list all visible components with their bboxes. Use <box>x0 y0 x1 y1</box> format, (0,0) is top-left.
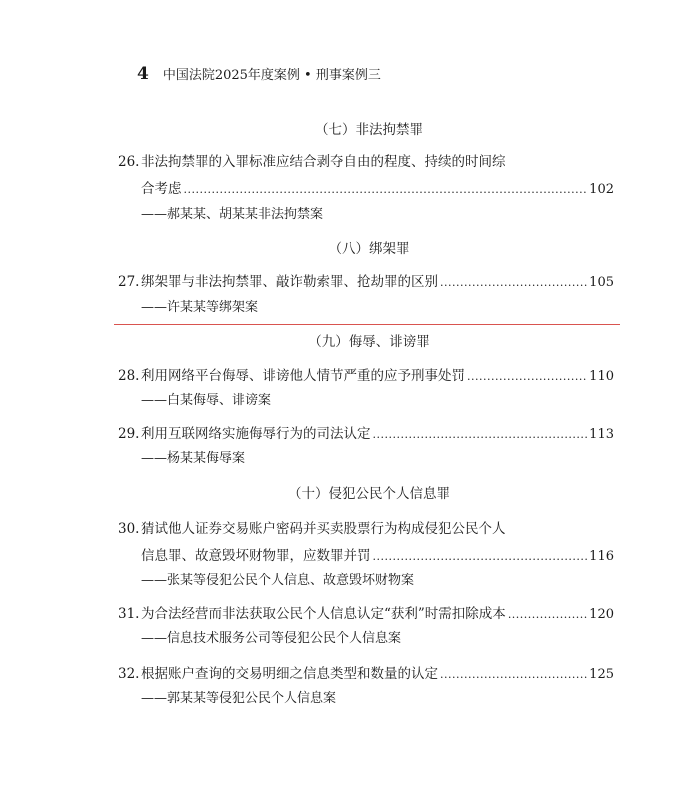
entry-page-number: 113 <box>589 427 614 442</box>
dot-leader <box>373 550 588 563</box>
entry-page-number: 120 <box>589 607 614 622</box>
toc-entry-29[interactable] <box>118 422 614 442</box>
toc-entry-26[interactable] <box>118 150 614 170</box>
case-name: ——杨某某侮辱案 <box>141 451 246 466</box>
running-title: 中国法院2025年度案例 • 刑事案例三 <box>162 68 381 83</box>
case-name: ——郭某某等侵犯公民个人信息案 <box>141 691 337 706</box>
dot-leader <box>467 370 587 383</box>
entry-page-number: 116 <box>589 549 614 564</box>
dot-leader <box>373 428 588 441</box>
toc-entry-31[interactable] <box>118 602 614 622</box>
case-name: ——郝某某、胡某某非法拘禁案 <box>141 207 324 222</box>
entry-title: 利用网络平台侮辱、诽谤他人情节严重的应予刑事处罚 <box>141 368 465 384</box>
entry-number: 27. <box>118 274 140 290</box>
entry-number: 26. <box>118 154 140 170</box>
entry-number: 29. <box>118 426 140 442</box>
toc-entry-30[interactable] <box>118 517 614 537</box>
dot-leader <box>184 183 588 196</box>
entry-title: 为合法经营而非法获取公民个人信息认定“获利”时需扣除成本 <box>141 606 506 622</box>
entry-title: 利用互联网络实施侮辱行为的司法认定 <box>141 426 371 442</box>
page-number: 4 <box>137 64 149 84</box>
section-heading-kidnapping: （八）绑架罪 <box>328 241 410 257</box>
case-name: ——白某侮辱、诽谤案 <box>141 393 272 408</box>
page-header <box>137 64 381 84</box>
entry-page-number: 110 <box>589 369 614 384</box>
entry-number: 30. <box>118 521 140 537</box>
dot-leader <box>508 608 587 621</box>
section-heading-illegal-detention: （七）非法拘禁罪 <box>315 122 423 138</box>
entry-title: 信息罪、故意毁坏财物罪，应数罪并罚 <box>141 548 371 564</box>
entry-title: 根据账户查询的交易明细之信息类型和数量的认定 <box>141 666 438 682</box>
toc-entry-26-continued[interactable] <box>141 177 614 197</box>
entry-page-number: 125 <box>589 667 614 682</box>
entry-number: 31. <box>118 606 140 622</box>
toc-entry-32[interactable] <box>118 662 614 682</box>
entry-number: 28. <box>118 368 140 384</box>
dot-leader <box>440 668 587 681</box>
entry-number: 32. <box>118 666 140 682</box>
section-heading-insult-defamation: （九）侮辱、诽谤罪 <box>308 334 430 350</box>
red-divider-line <box>114 324 620 325</box>
entry-title: 绑架罪与非法拘禁罪、敲诈勒索罪、抢劫罪的区别 <box>141 274 438 290</box>
case-name: ——信息技术服务公司等侵犯公民个人信息案 <box>141 631 402 646</box>
dot-leader <box>440 276 587 289</box>
toc-entry-30-continued[interactable] <box>141 544 614 564</box>
entry-title: 猜试他人证券交易账户密码并买卖股票行为构成侵犯公民个人 <box>141 521 506 537</box>
case-name: ——许某某等绑架案 <box>141 300 259 315</box>
entry-title: 合考虑 <box>141 181 182 197</box>
toc-entry-28[interactable] <box>118 364 614 384</box>
toc-entry-27[interactable] <box>118 270 614 290</box>
case-name: ——张某等侵犯公民个人信息、故意毁坏财物案 <box>141 573 415 588</box>
section-heading-personal-information: （十）侵犯公民个人信息罪 <box>288 486 450 502</box>
entry-title: 非法拘禁罪的入罪标准应结合剥夺自由的程度、持续的时间综 <box>141 154 506 170</box>
entry-page-number: 102 <box>589 182 614 197</box>
entry-page-number: 105 <box>589 275 614 290</box>
